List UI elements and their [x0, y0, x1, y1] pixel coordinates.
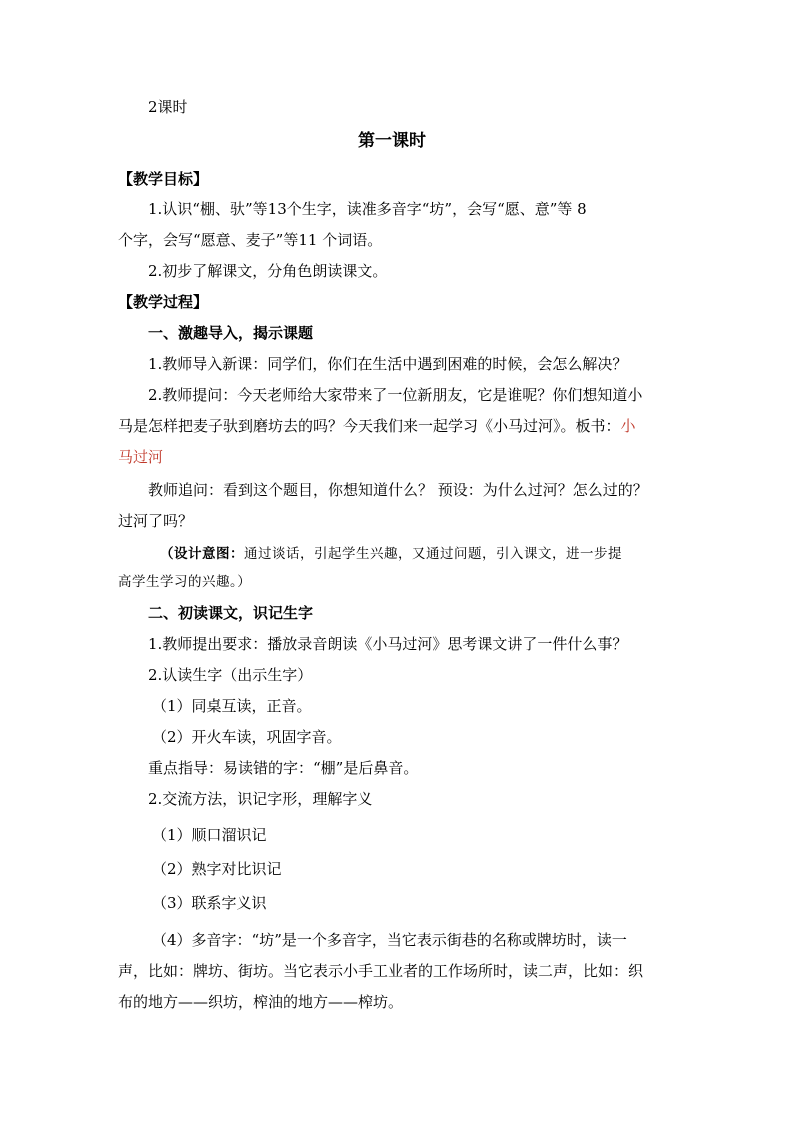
part-2-item-1: 1.教师提出要求：播放录音朗读《小马过河》思考课文讲了一件什么事？ [148, 635, 628, 653]
part-2-item-3-d-line-1: （4）多音字：“坊”是一个多音字，当它表示街巷的名称或牌坊时，读一 [152, 931, 627, 949]
part-2-item-3: 2.交流方法，识记字形，理解字义 [148, 790, 373, 808]
part-2-item-3-a: （1）顺口溜识记 [152, 826, 267, 844]
design-intent-label: （设计意图： [160, 546, 244, 562]
part-2-heading: 二、初读课文，识记生字 [148, 604, 314, 622]
part-2-item-2: 2.认读生字（出示生字） [148, 666, 313, 684]
lesson-title: 第一课时 [358, 131, 426, 151]
part-1-item-2-line-2-text: 马是怎样把麦子驮到磨坊去的吗？今天我们来一起学习《小马过河》。板书： [118, 417, 621, 435]
part-2-item-2-a: （1）同桌互读，正音。 [152, 697, 312, 715]
goals-heading: 【教学目标】 [118, 170, 209, 188]
design-intent-text: 通过谈话，引起学生兴趣，又通过问题，引入课文，进一步提 [244, 546, 622, 562]
goal-2: 2.初步了解课文，分角色朗读课文。 [148, 262, 388, 280]
process-heading: 【教学过程】 [118, 293, 209, 311]
goal-1-line-1: 1.认识“棚、驮”等13个生字，读准多音字“坊”，会写“愿、意”等 8 [148, 200, 587, 218]
part-2-item-2-b: （2）开火车读，巩固字音。 [152, 728, 342, 746]
part-2-item-3-d-line-3: 布的地方——织坊，榨油的地方——榨坊。 [118, 993, 404, 1011]
part-1-item-3-line-2: 过河了吗？ [118, 512, 194, 530]
part-2-item-3-b: （2）熟字对比识记 [152, 860, 282, 878]
goal-1-line-2: 个字，会写“愿意、麦子”等11 个词语。 [118, 231, 383, 249]
design-intent-line-1 [160, 543, 622, 565]
part-2-key-point: 重点指导：易读错的字：“棚”是后鼻音。 [148, 759, 419, 777]
period-count: 2课时 [148, 98, 188, 116]
board-title-end: 马过河 [118, 448, 164, 466]
part-1-item-2-line-2 [118, 415, 636, 437]
part-2-item-3-c: （3）联系字义识 [152, 894, 267, 912]
design-intent-line-2: 高学生学习的兴趣。） [118, 574, 252, 590]
part-1-item-2-line-1: 2.教师提问：今天老师给大家带来了一位新朋友，它是谁呢？你们想知道小 [148, 386, 643, 404]
part-1-heading: 一、激趣导入，揭示课题 [148, 324, 314, 342]
part-1-item-1: 1.教师导入新课：同学们，你们在生活中遇到困难的时候，会怎么解决？ [148, 355, 628, 373]
part-1-item-3-line-1: 教师追问：看到这个题目，你想知道什么？ 预设：为什么过河？怎么过的？ [148, 481, 648, 499]
part-2-item-3-d-line-2: 声，比如：牌坊、街坊。当它表示小手工业者的工作场所时，读二声，比如：织 [118, 962, 644, 980]
board-title-start: 小 [620, 417, 636, 435]
